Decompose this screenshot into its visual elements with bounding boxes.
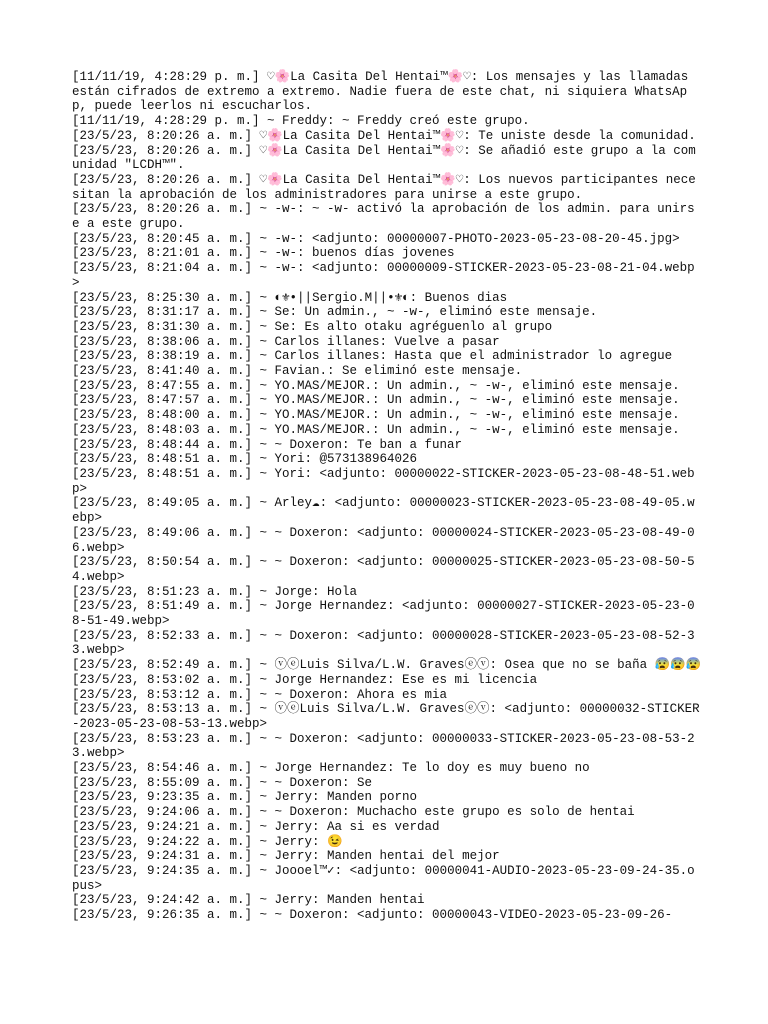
chat-message-line: [23/5/23, 8:48:00 a. m.] ~ YO.MAS/MEJOR.: Un admin., ~ -w-, eliminó este mensaje. [72,408,680,423]
chat-message-line: [23/5/23, 8:20:26 a. m.] ♡🌸La Casita Del Hentai™🌸♡: Los nuevos participantes necesitan la aprobación de los administradores para unirse a este grupo. [72,172,696,202]
chat-message-line: [23/5/23, 8:38:06 a. m.] ~ Carlos illanes: Vuelve a pasar [72,334,500,349]
chat-message-line: [23/5/23, 8:53:13 a. m.] ~ ⓥⓔLuis Silva/L.W. Gravesⓔⓥ: <adjunto: 00000032-STICKER-2023-05-23-08-53-13.webp> [72,702,700,731]
chat-message-line: [23/5/23, 8:21:01 a. m.] ~ -w-: buenos días jovenes [72,246,455,261]
chat-message-line: [23/5/23, 8:41:40 a. m.] ~ Favian.: Se eliminó este mensaje. [72,364,523,379]
chat-message-line: [23/5/23, 8:47:55 a. m.] ~ YO.MAS/MEJOR.: Un admin., ~ -w-, eliminó este mensaje. [72,378,680,393]
chat-message-line: [23/5/23, 8:52:49 a. m.] ~ ⓥⓔLuis Silva/L.W. Gravesⓔⓥ: Osea que no se baña 😰😰😰 [72,658,702,673]
chat-transcript [72,70,702,923]
chat-message-line: [23/5/23, 8:49:05 a. m.] ~ Arley☁: <adjunto: 00000023-STICKER-2023-05-23-08-49-05.webp> [72,496,695,526]
chat-message-line: [23/5/23, 8:25:30 a. m.] ~ ◐⚜•||Sergio.M||•⚜◐: Buenos dias [72,290,508,305]
chat-message-line: [23/5/23, 8:53:23 a. m.] ~ ~ Doxeron: <adjunto: 00000033-STICKER-2023-05-23-08-53-23.webp> [72,731,695,761]
chat-message-line: [23/5/23, 9:24:31 a. m.] ~ Jerry: Manden hentai del mejor [72,849,500,864]
chat-message-line: [23/5/23, 8:31:17 a. m.] ~ Se: Un admin., ~ -w-, eliminó este mensaje. [72,305,598,320]
chat-message-line: [23/5/23, 9:24:06 a. m.] ~ ~ Doxeron: Muchacho este grupo es solo de hentai [72,805,635,820]
chat-message-line: [23/5/23, 8:53:02 a. m.] ~ Jorge Hernandez: Ese es mi licencia [72,672,538,687]
chat-message-line: [23/5/23, 9:23:35 a. m.] ~ Jerry: Manden porno [72,790,418,805]
chat-message-line: [23/5/23, 8:51:23 a. m.] ~ Jorge: Hola [72,584,358,599]
chat-message-line: [23/5/23, 8:48:03 a. m.] ~ YO.MAS/MEJOR.: Un admin., ~ -w-, eliminó este mensaje. [72,422,680,437]
chat-message-line: [23/5/23, 9:26:35 a. m.] ~ ~ Doxeron: <adjunto: 00000043-VIDEO-2023-05-23-09-26- [72,908,673,923]
chat-message-line: [23/5/23, 8:21:04 a. m.] ~ -w-: <adjunto: 00000009-STICKER-2023-05-23-08-21-04.webp> [72,261,695,290]
chat-message-line: [23/5/23, 8:20:45 a. m.] ~ -w-: <adjunto: 00000007-PHOTO-2023-05-23-08-20-45.jpg> [72,231,680,246]
chat-message-line: [23/5/23, 9:24:42 a. m.] ~ Jerry: Manden hentai [72,893,425,908]
chat-message-line: [23/5/23, 9:24:21 a. m.] ~ Jerry: Aa si es verdad [72,819,440,834]
chat-message-line: [23/5/23, 8:47:57 a. m.] ~ YO.MAS/MEJOR.: Un admin., ~ -w-, eliminó este mensaje. [72,393,680,408]
chat-message-line: [11/11/19, 4:28:29 p. m.] ~ Freddy: ~ Freddy creó este grupo. [72,114,530,129]
chat-message-line: [23/5/23, 8:55:09 a. m.] ~ ~ Doxeron: Se [72,775,373,790]
chat-message-line: [23/5/23, 8:20:26 a. m.] ~ -w-: ~ -w- activó la aprobación de los admin. para unirse a este grupo. [72,202,695,232]
chat-message-line: [23/5/23, 8:48:44 a. m.] ~ ~ Doxeron: Te ban a funar [72,437,463,452]
chat-message-line: [23/5/23, 8:20:26 a. m.] ♡🌸La Casita Del Hentai™🌸♡: Te uniste desde la comunidad. [72,128,696,143]
chat-message-line: [23/5/23, 8:52:33 a. m.] ~ ~ Doxeron: <adjunto: 00000028-STICKER-2023-05-23-08-52-33.webp> [72,628,695,658]
chat-message-line: [23/5/23, 8:51:49 a. m.] ~ Jorge Hernandez: <adjunto: 00000027-STICKER-2023-05-23-08-51-49.webp> [72,599,695,629]
chat-message-line: [23/5/23, 8:48:51 a. m.] ~ Yori: @573138964026 [72,452,418,467]
chat-message-line: [23/5/23, 8:20:26 a. m.] ♡🌸La Casita Del Hentai™🌸♡: Se añadió este grupo a la comunidad "LCDH™". [72,143,696,173]
chat-message-line: [23/5/23, 9:24:35 a. m.] ~ Joooel™✓: <adjunto: 00000041-AUDIO-2023-05-23-09-24-35.opus> [72,863,695,893]
chat-message-line: [23/5/23, 9:24:22 a. m.] ~ Jerry: 😉 [72,834,343,849]
chat-message-line: [23/5/23, 8:49:06 a. m.] ~ ~ Doxeron: <adjunto: 00000024-STICKER-2023-05-23-08-49-06.webp> [72,525,695,555]
chat-message-line: [23/5/23, 8:53:12 a. m.] ~ ~ Doxeron: Ahora es mia [72,687,448,702]
chat-message-line: [23/5/23, 8:38:19 a. m.] ~ Carlos illanes: Hasta que el administrador lo agregue [72,349,673,364]
chat-message-line: [11/11/19, 4:28:29 p. m.] ♡🌸La Casita Del Hentai™🌸♡: Los mensajes y las llamadas están cifrados de extremo a extremo. Nadie fuera de este chat, ni siquiera WhatsApp, puede leerlos ni escucharlos. [72,70,696,114]
chat-message-line: [23/5/23, 8:48:51 a. m.] ~ Yori: <adjunto: 00000022-STICKER-2023-05-23-08-48-51.webp> [72,466,695,496]
chat-message-line: [23/5/23, 8:54:46 a. m.] ~ Jorge Hernandez: Te lo doy es muy bueno no [72,761,590,776]
chat-message-line: [23/5/23, 8:31:30 a. m.] ~ Se: Es alto otaku agréguenlo al grupo [72,319,553,334]
chat-message-line: [23/5/23, 8:50:54 a. m.] ~ ~ Doxeron: <adjunto: 00000025-STICKER-2023-05-23-08-50-54.webp> [72,555,695,584]
